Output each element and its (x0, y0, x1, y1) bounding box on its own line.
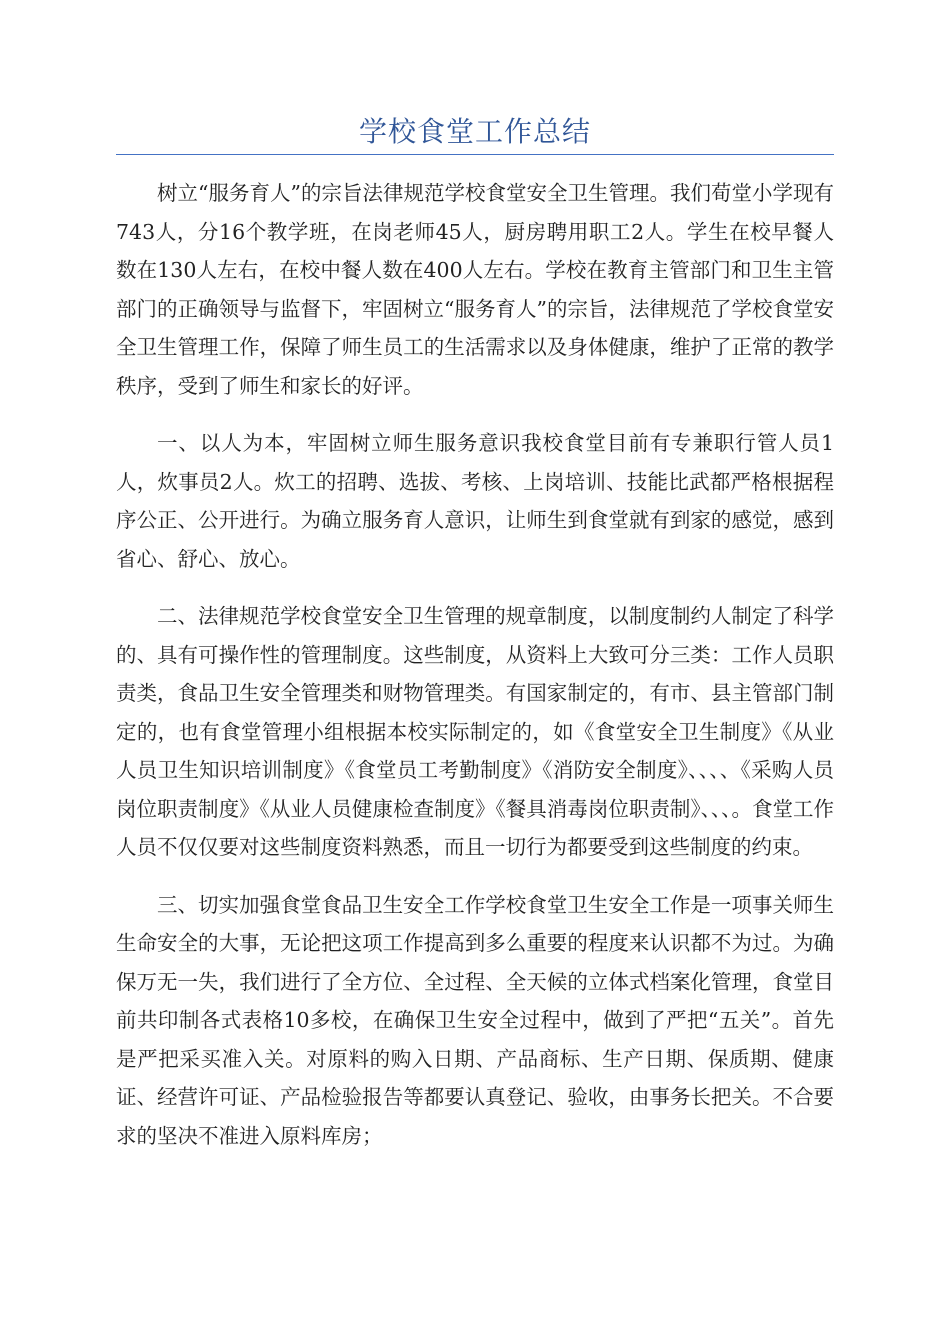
title-underline (116, 154, 834, 155)
document-body (116, 174, 834, 1174)
document-title: 学校食堂工作总结 (358, 115, 591, 148)
paragraph-section-2: 二、法律规范学校食堂安全卫生管理的规章制度，以制度制约人制定了科学的、具有可操作性的管理制度。这些制度，从资料上大致可分三类：工作人员职责类，食品卫生安全管理类和财物管理类。有国家制定的，有市、县主管部门制定的，也有食堂管理小组根据本校实际制定的，如《食堂安全卫生制度》《从业人员卫生知识培训制度》《食堂员工考勤制度》《消防安全制度》、、、、《采购人员岗位职责制度》《从业人员健康检查制度》《餐具消毒岗位职责制》、、、。食堂工作人员不仅仅要对这些制度资料熟悉，而且一切行为都要受到这些制度的约束。 (116, 604, 834, 859)
paragraph-intro: 树立“服务育人”的宗旨法律规范学校食堂安全卫生管理。我们荀堂小学现有743人，分16个教学班，在岗老师45人，厨房聘用职工2人。学生在校早餐人数在130人左右，在校中餐人数在400人左右。学校在教育主管部门和卫生主管部门的正确领导与监督下，牢固树立“服务育人”的宗旨，法律规范了学校食堂安全卫生管理工作，保障了师生员工的生活需求以及身体健康，维护了正常的教学秩序，受到了师生和家长的好评。 (116, 181, 834, 398)
paragraph-section-1: 一、以人为本，牢固树立师生服务意识我校食堂目前有专兼职行管人员1人，炊事员2人。炊工的招聘、选拔、考核、上岗培训、技能比武都严格根据程序公正、公开进行。为确立服务育人意识，让师生到食堂就有到家的感觉，感到省心、舒心、放心。 (116, 431, 834, 571)
paragraph-section-3: 三、切实加强食堂食品卫生安全工作学校食堂卫生安全工作是一项事关师生生命安全的大事，无论把这项工作提高到多么重要的程度来认识都不为过。为确保万无一失，我们进行了全方位、全过程、全天候的立体式档案化管理，食堂目前共印制各式表格10多校，在确保卫生安全过程中，做到了严把“五关”。首先是严把采买准入关。对原料的购入日期、产品商标、生产日期、保质期、健康证、经营许可证、产品检验报告等都要认真登记、验收，由事务长把关。不合要求的坚决不准进入原料库房； (116, 892, 834, 1148)
